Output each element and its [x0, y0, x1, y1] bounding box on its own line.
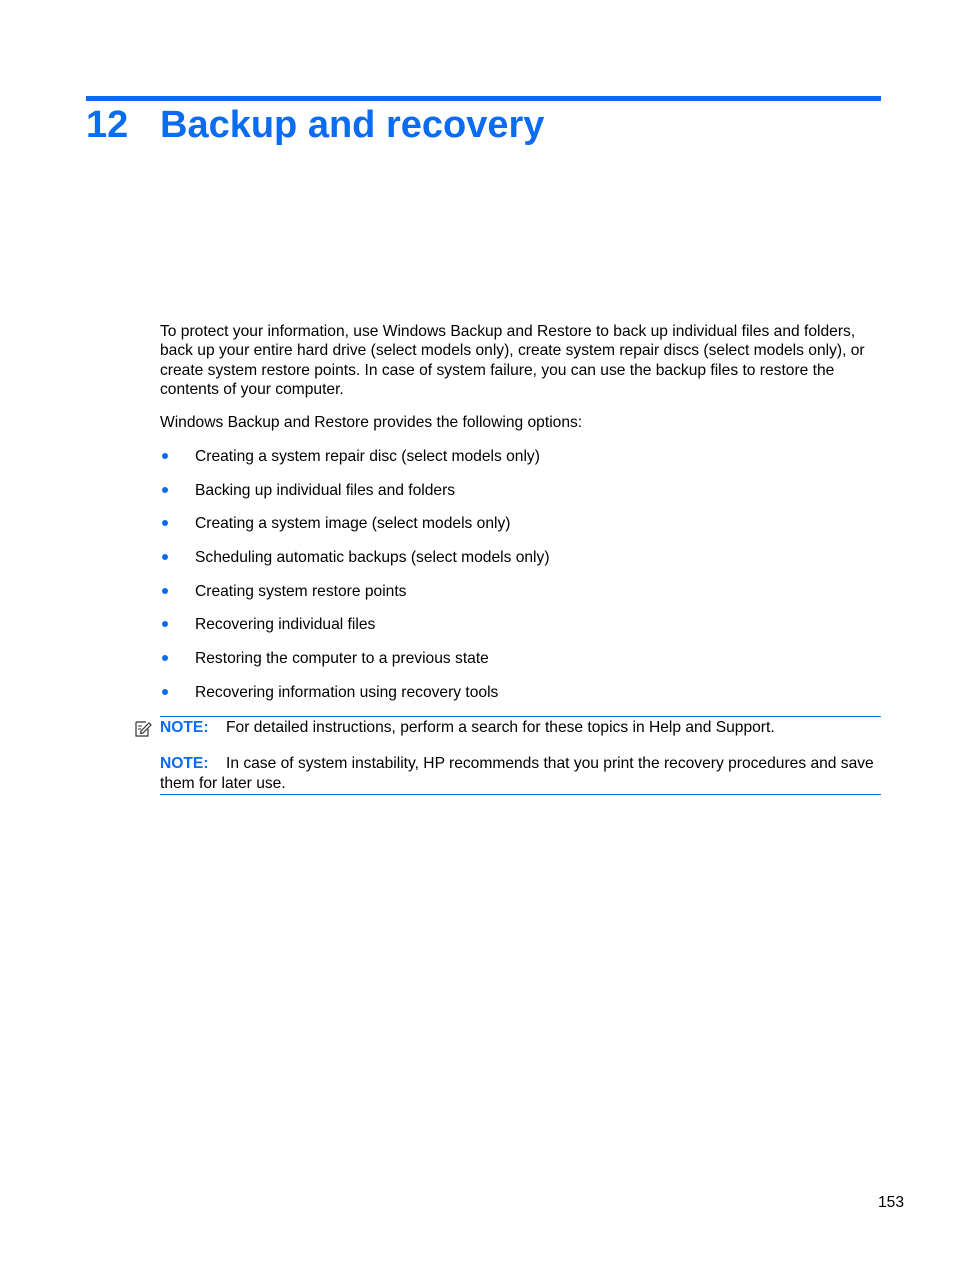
- list-item: [160, 615, 881, 649]
- list-item-text: Recovering information using recovery tools: [195, 683, 499, 701]
- list-item-text: Backing up individual files and folders: [195, 481, 456, 499]
- list-item-text: Recovering individual files: [195, 616, 376, 634]
- note-label: NOTE:: [160, 719, 209, 736]
- page-number: 153: [878, 1194, 905, 1211]
- bullet-icon: [162, 588, 168, 594]
- bullet-icon: [162, 655, 168, 661]
- note-text: For detailed instructions, perform a search for these topics in Help and Support.: [226, 719, 775, 736]
- list-item: [160, 649, 881, 683]
- chapter-rule: [86, 96, 881, 101]
- list-item-text: Restoring the computer to a previous state: [195, 650, 489, 668]
- bullet-icon: [162, 621, 168, 627]
- bullet-icon: [162, 689, 168, 695]
- list-item: [160, 582, 881, 616]
- list-item-text: Creating system restore points: [195, 582, 407, 600]
- note-pencil-icon: [134, 720, 152, 738]
- list-item: [160, 514, 881, 548]
- note-second: [160, 754, 881, 793]
- list-item: [160, 447, 881, 481]
- intro-paragraph: To protect your information, use Windows Backup and Restore to back up individual files and folders, back up your entire hard drive (select models only), create system repair discs (select models only), or create system restore points. In case of system failure, you can use the backup files to restore the contents of your computer.: [160, 323, 865, 398]
- note-label: NOTE:: [160, 755, 209, 773]
- list-item: [160, 481, 881, 515]
- chapter-heading: [86, 102, 544, 148]
- bullet-icon: [162, 554, 168, 560]
- list-item-text: Creating a system repair disc (select models only): [195, 448, 540, 465]
- list-item: [160, 683, 881, 717]
- list-item-text: Scheduling automatic backups (select models only): [195, 549, 550, 567]
- list-item-text: Creating a system image (select models only): [195, 515, 511, 533]
- note-first: [160, 717, 881, 737]
- chapter-number: 12: [86, 104, 129, 146]
- chapter-title: Backup and recovery: [160, 104, 545, 146]
- options-list: [160, 447, 881, 717]
- options-lead: Windows Backup and Restore provides the following options:: [160, 414, 583, 431]
- bullet-icon: [162, 487, 168, 493]
- note-text: In case of system instability, HP recommends that you print the recovery procedures and save them for later use.: [160, 755, 874, 792]
- note-block: [160, 716, 881, 795]
- list-item: [160, 548, 881, 582]
- bullet-icon: [162, 520, 168, 526]
- bullet-icon: [162, 453, 168, 459]
